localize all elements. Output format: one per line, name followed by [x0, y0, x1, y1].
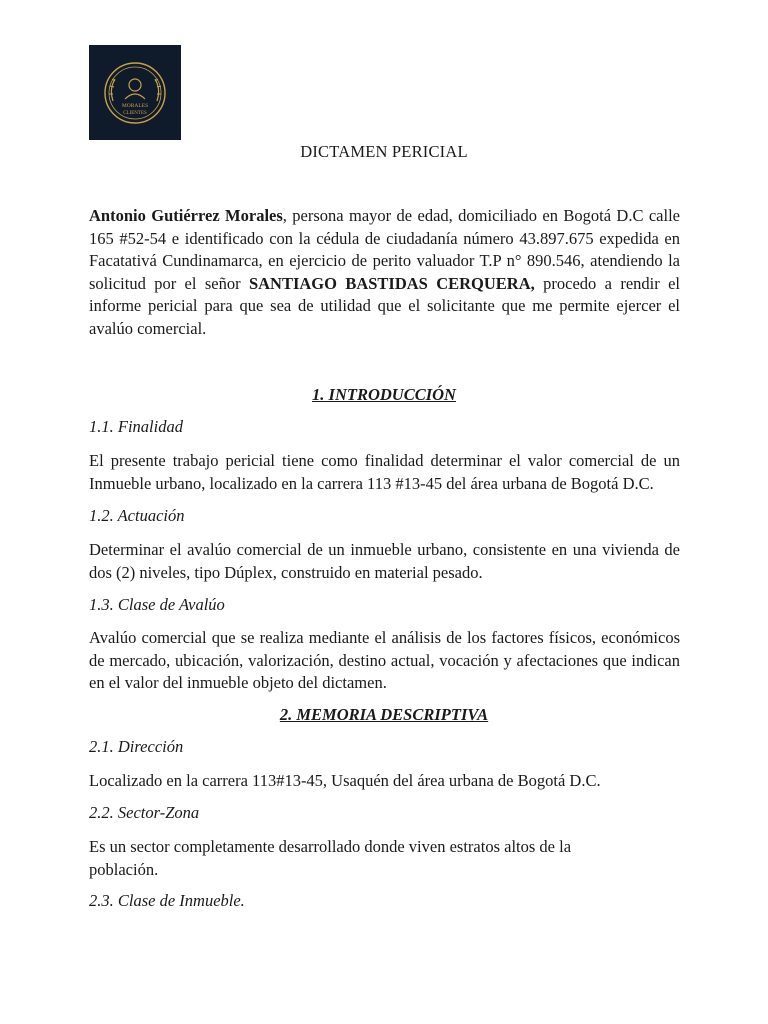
document-title: DICTAMEN PERICIAL [300, 142, 468, 161]
expert-name: Antonio Gutiérrez Morales [89, 206, 283, 225]
paragraph-finalidad: El presente trabajo pericial tiene como finalidad determinar el valor comercial de un Inmueble urbano, localizado en la carrera 113 #13-45 del área urbana de Bogotá D.C. [89, 451, 680, 493]
firm-logo [89, 45, 181, 140]
intro-text-part2: procedo a rendir el informe pericial para que sea de utilidad que el solicitante que me permite ejercer el avalúo comercial. [89, 273, 680, 338]
logo-text-line1: MORALES [121, 102, 149, 109]
paragraph-clase-avaluo: Avalúo comercial que se realiza mediante el análisis de los factores físicos, económicos de mercado, ubicación, valorización, destino actual, vocación y afectaciones que indican en el valor del inmueble objeto del dictamen. [89, 628, 680, 692]
section-heading-memoria-descriptiva: 2. MEMORIA DESCRIPTIVA [279, 705, 489, 724]
subheading-sector-zona: 2.2. Sector-Zona [89, 803, 200, 822]
subheading-actuacion: 1.2. Actuación [89, 506, 185, 525]
logo-text-line2: CLIENTES [123, 110, 147, 116]
paragraph-direccion: Localizado en la carrera 113#13-45, Usaquén del área urbana de Bogotá D.C. [89, 771, 601, 790]
intro-text-part1: , persona mayor de edad, domiciliado en Bogotá D.C calle 165 #52-54 e identificado con la cédula de ciudadanía número 43.897.675 expedida en Facatativá Cundinamarca, en ejercicio de perito valuador T.P n° 890.546, atendiendo la solicitud por el señor [89, 206, 680, 293]
subheading-finalidad: 1.1. Finalidad [89, 417, 183, 436]
paragraph-actuacion: Determinar el avalúo comercial de un inmueble urbano, consistente en una vivienda de dos (2) niveles, tipo Dúplex, construido en material pesado. [89, 540, 680, 582]
emblem-icon [99, 57, 171, 129]
section-heading-introduccion: 1. INTRODUCCIÓN [312, 385, 456, 404]
intro-paragraph [89, 205, 680, 340]
subheading-clase-avaluo: 1.3. Clase de Avalúo [89, 595, 225, 614]
subheading-direccion: 2.1. Dirección [89, 737, 184, 756]
paragraph-sector-zona: Es un sector completamente desarrollado donde viven estratos altos de la población. [89, 837, 572, 879]
subheading-clase-inmueble: 2.3. Clase de Inmueble. [89, 891, 245, 910]
client-name: SANTIAGO BASTIDAS CERQUERA, [248, 273, 535, 293]
